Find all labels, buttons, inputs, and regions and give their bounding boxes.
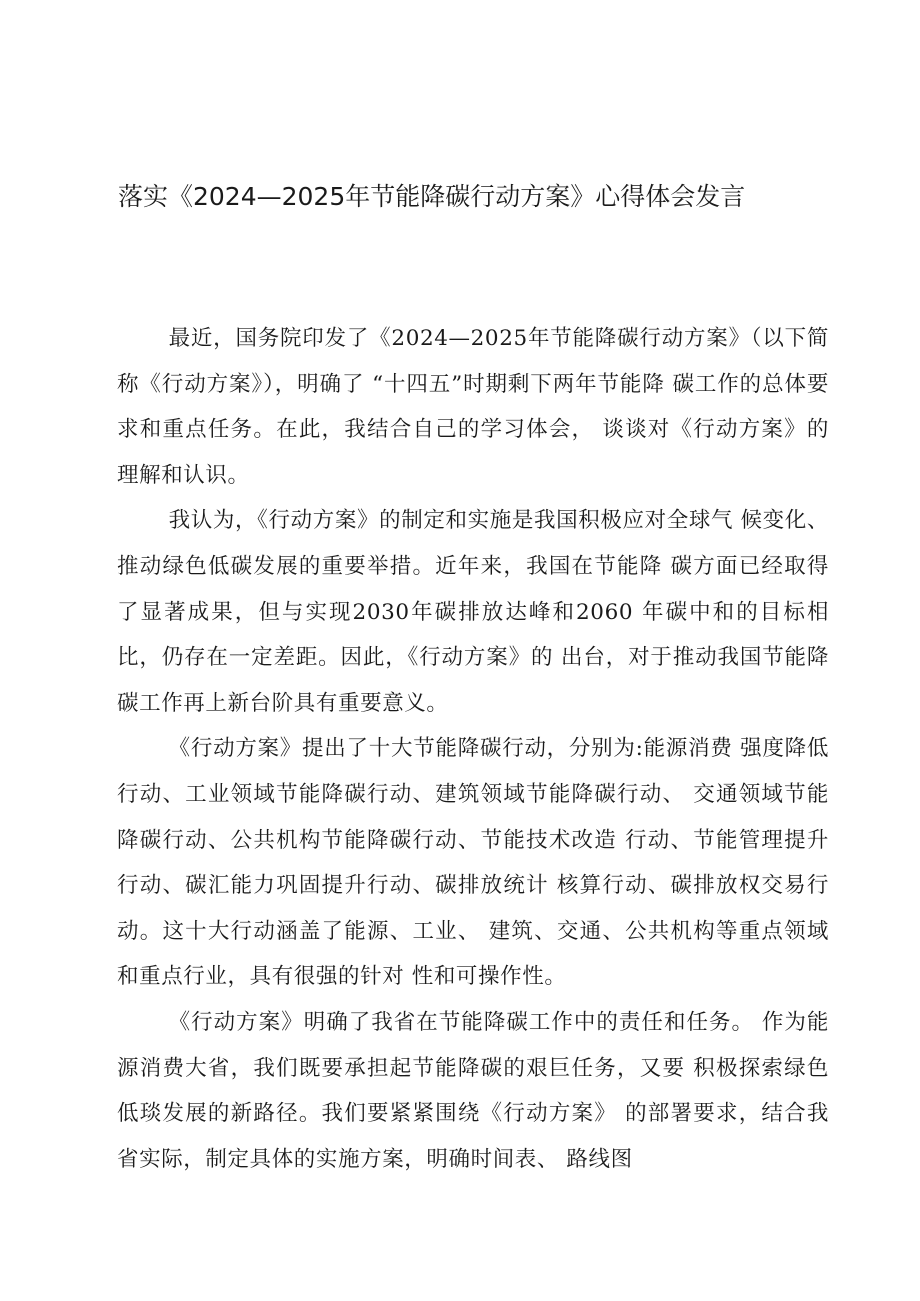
document-title: 落实《2024—2025年节能降碳行动方案》心得体会发言 <box>118 182 746 211</box>
paragraph-1: 最近，国务院印发了《2024—2025年节能降碳行动方案》（以下简称《行动方案》），明确了 “十四五”时期剩下两年节能降 碳工作的总体要求和重点任务。在此，我结合自己的学习体会， 谈谈对《行动方案》的理解和认识。 <box>117 326 829 488</box>
document-body <box>117 316 829 1182</box>
paragraph-4: 《行动方案》明确了我省在节能降碳工作中的责任和任务。 作为能源消费大省，我们既要承担起节能降碳的艰巨任务，又要 积极探索绿色低琰发展的新路径。我们要紧紧围绕《行动方案》 的部署要求，结合我省实际，制定具体的实施方案，明确时间表、 路线图 <box>117 1009 829 1172</box>
paragraph-3: 《行动方案》提出了十大节能降碳行动，分别为:能源消费 强度降低行动、工业领域节能降碳行动、建筑领域节能降碳行动、 交通领域节能降碳行动、公共机构节能降碳行动、节能技术改造 行动、节能管理提升行动、碳汇能力巩固提升行动、碳排放统计 核算行动、碳排放权交易行动。这十大行动涵盖了能源、工业、 建筑、交通、公共机构等重点领域和重点行业，具有很强的针对 性和可操作性。 <box>117 736 829 990</box>
paragraph-2: 我认为，《行动方案》的制定和实施是我国积极应对全球气 候变化、推动绿色低碳发展的重要举措。近年来，我国在节能降 碳方面已经取得了显著成果，但与实现2030年碳排放达峰和2060 年碳中和的目标相比，仍存在一定差距。因此，《行动方案》的 出台，对于推动我国节能降碳工作再上新台阶具有重要意义。 <box>117 508 829 716</box>
